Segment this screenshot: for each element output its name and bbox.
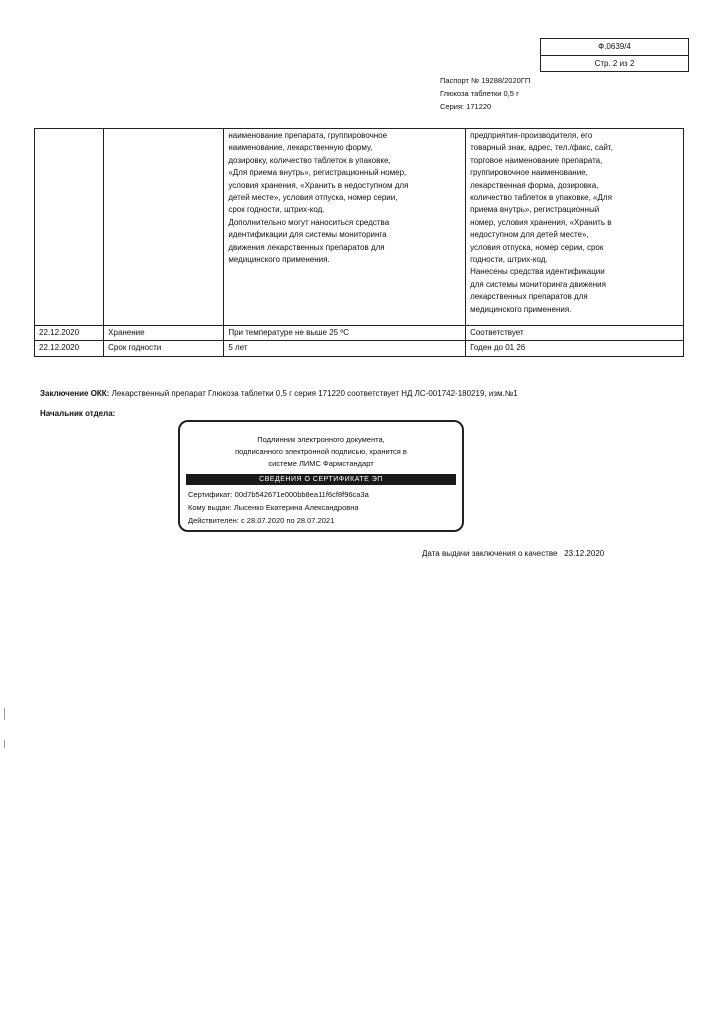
issued-to-value: Лысенко Екатерина Александровна	[231, 503, 359, 512]
conclusion-text: Лекарственный препарат Глюкоза таблетки 0,5 г серия 171220 соответствует НД ЛС-001742-180219, изм.№1	[109, 389, 518, 398]
signature-line-3: системе ЛИМС Фармстандарт	[268, 459, 374, 468]
passport-header	[440, 74, 530, 113]
issue-date-value: 23.12.2020	[564, 549, 605, 558]
issued-to-label: Кому выдан:	[188, 503, 232, 512]
page-number: Стр. 2 из 2	[541, 55, 688, 72]
signature-line-1: Подлинник электронного документа,	[257, 435, 385, 444]
cell-result: Годен до 01 26	[466, 341, 684, 356]
cell-result: предприятия-производителя, его товарный знак, адрес, тел./факс, сайт, торговое наименование препарата, группировочное наименование, лекарственная форма, дозировка, количество таблеток в упаковке, «Для приема внутрь», регистрационный номер, условия хранения, «Хранить в недоступном для детей месте», условия отпуска, номер серии, срок годности, штрих-код. Нанесены средства идентификации для системы мониторинга движения лекарственных препаратов для медицинского применения.	[470, 131, 613, 314]
signature-line-2: подписанного электронной подписью, хранится в	[235, 447, 407, 456]
cell-requirement: 5 лет	[224, 341, 466, 356]
cell-param: Срок годности	[104, 341, 224, 356]
cell-requirement: наименование препарата, группировочное наименование, лекарственную форму, дозировку, количество таблеток в упаковке, «Для приема внутрь», регистрационный номер, условия хранения, «Хранить в недоступном для детей месте», условия отпуска, номер серии, срок годности, штрих-код. Дополнительно могут наноситься средства идентификации для системы мониторинга движения лекарственных препаратов для медицинского применения.	[228, 131, 409, 265]
passport-series: Серия: 171220	[440, 102, 492, 111]
head-of-department-label: Начальник отдела:	[40, 409, 116, 418]
test-results-table	[34, 128, 684, 357]
certificate-label: Сертификат:	[188, 490, 233, 499]
issued-to-row	[188, 501, 462, 514]
electronic-signature-stamp	[178, 420, 464, 532]
valid-label: Действителен:	[188, 516, 239, 525]
certificate-info-bar: СВЕДЕНИЯ О СЕРТИФИКАТЕ ЭП	[186, 474, 456, 485]
conclusion	[40, 389, 518, 398]
cell-result: Соответствует	[466, 326, 684, 341]
certificate-row	[188, 488, 462, 501]
issue-date	[422, 549, 604, 558]
valid-value: с 28.07.2020 по 28.07.2021	[238, 516, 335, 525]
conclusion-label: Заключение ОКК:	[40, 389, 110, 398]
cell-date: 22.12.2020	[35, 341, 104, 356]
valid-row	[188, 514, 462, 527]
table-row	[35, 129, 684, 326]
cell-requirement: При температуре не выше 25 ºС	[224, 326, 466, 341]
certificate-value: 00d7b542671e000bb8ea11f6cf8f96ca3a	[232, 490, 369, 499]
passport-number: Паспорт № 19288/2020ГП	[440, 76, 531, 85]
form-code-box	[540, 38, 689, 72]
scan-edge-mark	[4, 740, 5, 748]
cell-param	[104, 129, 224, 326]
cell-date	[35, 129, 104, 326]
cell-date: 22.12.2020	[35, 326, 104, 341]
passport-product: Глюкоза таблетки 0,5 г	[440, 89, 519, 98]
issue-date-label: Дата выдачи заключения о качестве	[422, 549, 558, 558]
cell-param: Хранение	[104, 326, 224, 341]
scan-edge-mark	[4, 708, 5, 720]
table-row	[35, 326, 684, 341]
form-code: Ф.0639/4	[598, 42, 631, 51]
table-row	[35, 341, 684, 356]
